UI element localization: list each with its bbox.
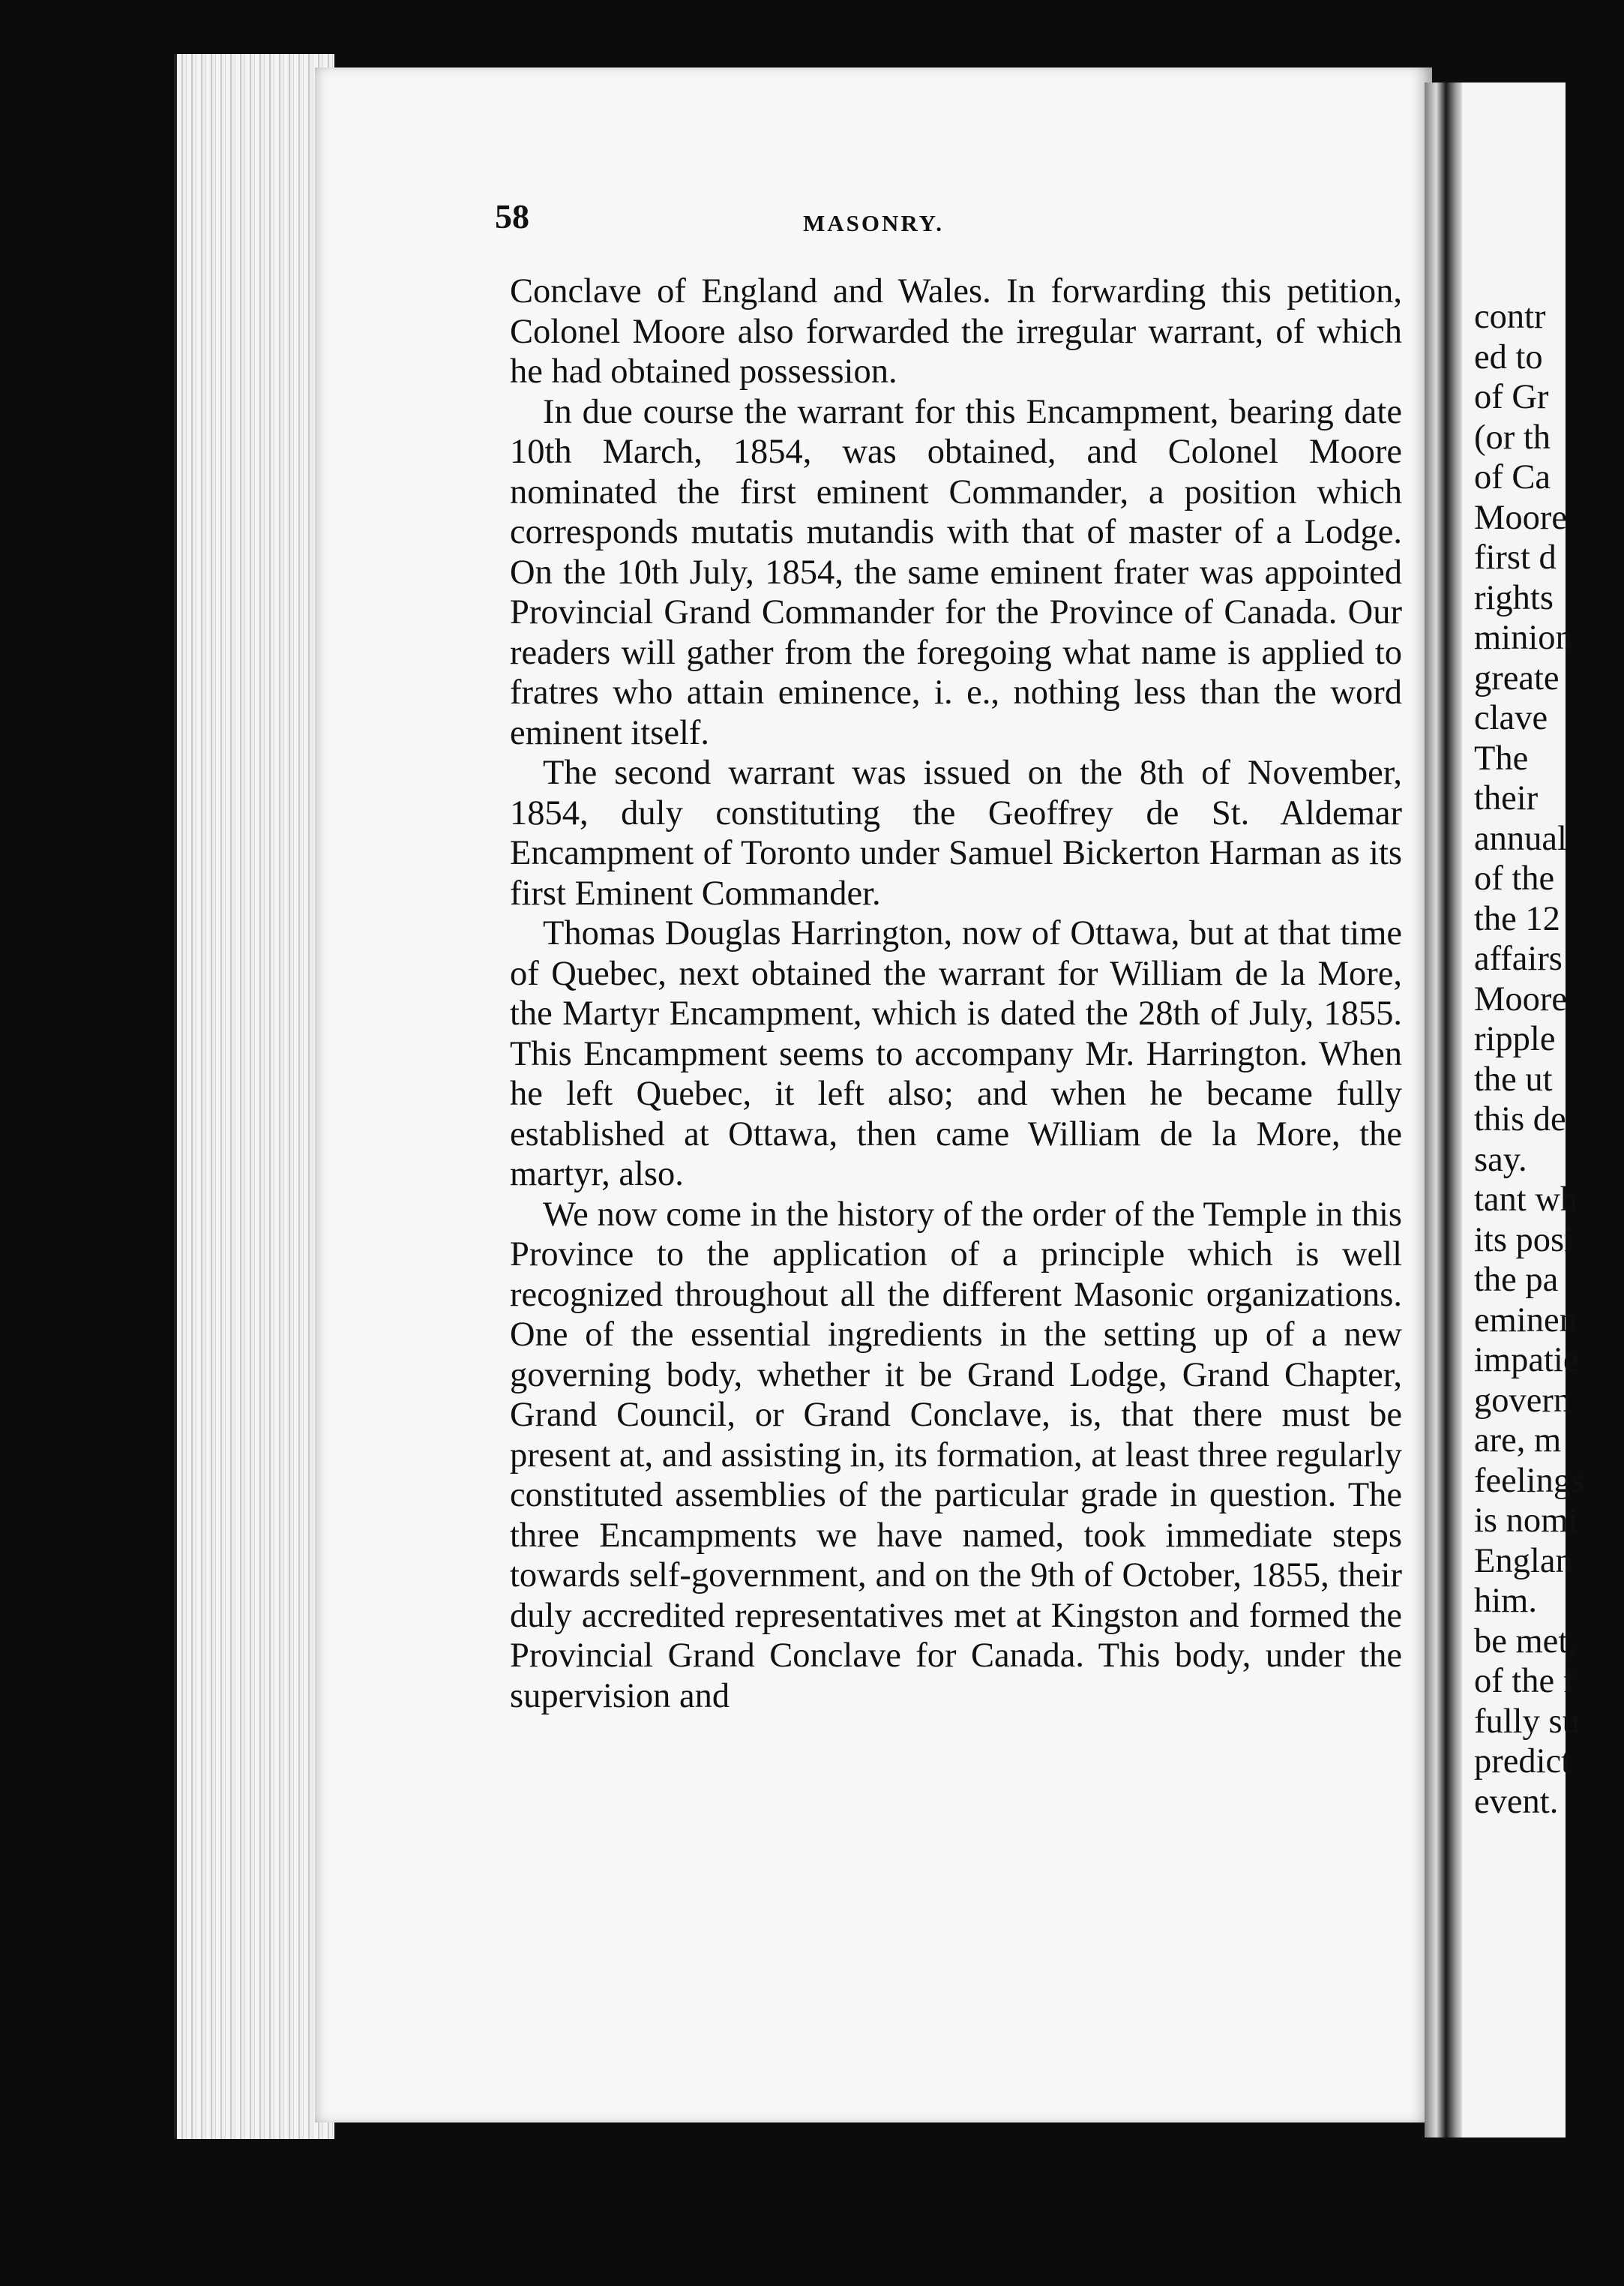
facing-line: is nomi bbox=[1474, 1502, 1578, 1540]
facing-line: impatie bbox=[1474, 1341, 1579, 1379]
paragraph-4: Thomas Douglas Harrington, now of Ottawa, but at that time of Quebec, next obtained the warrant for William de la More, the Martyr Encampment, which is dated the 28th of July, 1855. This Encampment seems to accompany Mr. Harrington. When he left Quebec, it left also; and when he became fully established at Ottawa, then came William de la More, the martyr, also. bbox=[510, 914, 1402, 1193]
facing-line: clave bbox=[1474, 699, 1548, 737]
facing-line: the pa bbox=[1474, 1261, 1559, 1299]
facing-line: minion bbox=[1474, 619, 1573, 657]
facing-line: The bbox=[1474, 739, 1529, 778]
facing-line: be met, bbox=[1474, 1622, 1577, 1660]
facing-line: ed to bbox=[1474, 338, 1543, 376]
paragraph-2: In due course the warrant for this Encampment, bearing date 10th March, 1854, was obtained, and Colonel Moore nominated the first eminent Commander, a position which corresponds mutatis mutandis with that of master of a Lodge. On the 10th July, 1854, the same eminent frater was appointed Provincial Grand Commander for the Province of Canada. Our readers will gather from the foregoing what name is applied to fratres who attain eminence, i. e., nothing less than the word eminent itself. bbox=[510, 392, 1402, 752]
facing-line: feelings bbox=[1474, 1461, 1585, 1500]
book-page-edges bbox=[174, 54, 334, 2139]
facing-line: of the bbox=[1474, 860, 1555, 898]
facing-line: him. bbox=[1474, 1582, 1537, 1620]
facing-line: (or th bbox=[1474, 418, 1551, 457]
facing-line: affairs bbox=[1474, 940, 1563, 978]
facing-line: Englan bbox=[1474, 1541, 1573, 1580]
facing-line: of Ca bbox=[1474, 458, 1551, 496]
paragraph-5: We now come in the history of the order of the Temple in this Province to the application of a principle which is well recognized throughout all the different Masonic organizations. One of the essential ingredients in the setting up of a new governing body, whether it be Grand Lodge, Grand Chapter, Grand Council, or Grand Conclave, is, that there must be present at, and assisting in, its formation, at least three regularly constituted assemblies of the particular grade in question. The three Encampments we have named, took immediate steps towards self-government, and on the 9th of October, 1855, their duly accredited representatives met at Kingston and formed the Provincial Grand Conclave for Canada. This body, under the supervision and bbox=[510, 1195, 1402, 1715]
running-head: MASONRY. bbox=[803, 210, 944, 236]
facing-line: tant wh bbox=[1474, 1180, 1578, 1219]
facing-line: annual bbox=[1474, 819, 1567, 858]
facing-line: of Gr bbox=[1474, 378, 1549, 416]
facing-line: predict bbox=[1474, 1742, 1572, 1780]
page-number: 58 bbox=[495, 197, 529, 236]
paragraph-1: Conclave of England and Wales. In forwarding this petition, Colonel Moore also forwarded the irregular warrant, of which he had obtained possession. bbox=[510, 272, 1402, 391]
facing-line: govern bbox=[1474, 1381, 1572, 1420]
facing-line: rights bbox=[1474, 578, 1554, 617]
facing-line: first d bbox=[1474, 538, 1557, 577]
body-text bbox=[510, 272, 1402, 1716]
facing-line: their bbox=[1474, 779, 1539, 818]
facing-line: are, m bbox=[1474, 1421, 1562, 1460]
facing-line: its posi bbox=[1474, 1220, 1575, 1259]
facing-line: eminen bbox=[1474, 1300, 1577, 1340]
facing-page-text bbox=[1474, 297, 1624, 1822]
facing-line: the ut bbox=[1474, 1060, 1553, 1099]
facing-line: say. bbox=[1474, 1140, 1527, 1179]
facing-line: the 12 bbox=[1474, 899, 1560, 938]
facing-line: event. bbox=[1474, 1782, 1559, 1821]
facing-line: ripple bbox=[1474, 1020, 1556, 1058]
facing-line: Moore bbox=[1474, 498, 1567, 537]
facing-line: of the f bbox=[1474, 1662, 1575, 1700]
facing-line: greate bbox=[1474, 658, 1560, 698]
facing-line: this de bbox=[1474, 1100, 1566, 1138]
book-gutter bbox=[1425, 82, 1464, 2138]
facing-line: contr bbox=[1474, 298, 1546, 336]
facing-line: Moore bbox=[1474, 980, 1567, 1018]
facing-line: fully su bbox=[1474, 1702, 1580, 1741]
paragraph-3: The second warrant was issued on the 8th of November, 1854, duly constituting the Geoffrey de St. Aldemar Encampment of Toronto under Samuel Bickerton Harman as its first Eminent Commander. bbox=[510, 754, 1402, 913]
